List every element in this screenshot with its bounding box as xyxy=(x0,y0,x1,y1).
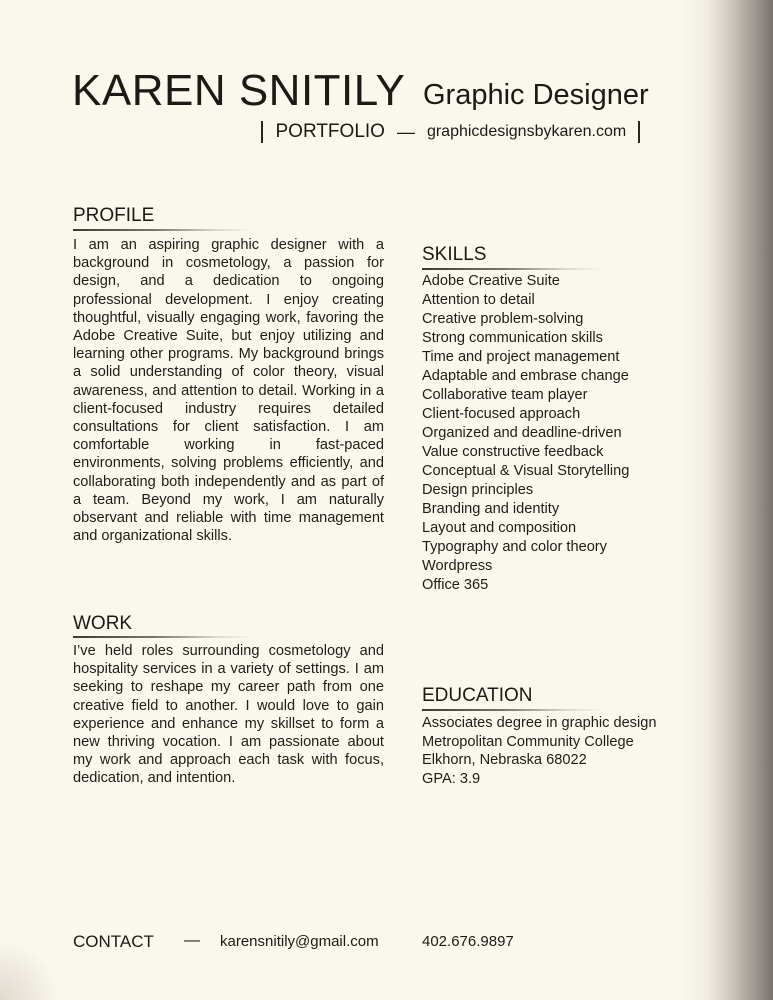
education-school: Metropolitan Community College xyxy=(422,733,634,750)
skill-item: Strong communication skills xyxy=(422,330,603,346)
skill-item: Typography and color theory xyxy=(422,539,607,555)
candidate-name: KAREN SNITILY xyxy=(72,66,406,115)
divider-right xyxy=(638,121,640,143)
skill-item: Collaborative team player xyxy=(422,387,588,403)
work-text: I’ve held roles surrounding cosmetology and hospitality services in a variety of settings. I am seeking to reshape my career path from one creative field to another. I would love to gain experience and enhance my skillset to form a new thriving vocation. I am passionate about my work and approach each task with focus, dedication, and intention. xyxy=(73,643,384,787)
skill-item: Wordpress xyxy=(422,558,493,574)
education-degree: Associates degree in graphic design xyxy=(422,715,657,731)
website-link[interactable]: graphicdesignsbykaren.com xyxy=(426,123,627,140)
skill-item: Design principles xyxy=(422,482,534,498)
education-list xyxy=(422,714,656,788)
contact-email[interactable]: karensnitily@gmail.com xyxy=(220,933,379,950)
work-heading: WORK xyxy=(73,613,133,634)
profile-underline xyxy=(73,229,253,231)
portfolio-dash: — xyxy=(396,121,415,142)
divider-left xyxy=(261,121,263,143)
skill-item: Conceptual & Visual Storytelling xyxy=(422,463,630,479)
contact-dash: — xyxy=(184,932,200,949)
skill-item: Adaptable and embrase change xyxy=(422,368,629,384)
education-underline xyxy=(422,709,602,711)
skill-item: Organized and deadline-driven xyxy=(422,425,622,441)
education-heading: EDUCATION xyxy=(422,685,533,706)
skills-underline xyxy=(422,268,602,270)
job-title: Graphic Designer xyxy=(423,79,649,111)
education-gpa: GPA: 3.9 xyxy=(422,770,481,787)
profile-heading: PROFILE xyxy=(73,205,155,226)
portfolio-label: PORTFOLIO xyxy=(275,121,385,142)
skill-item: Office 365 xyxy=(422,577,489,593)
skill-item: Layout and composition xyxy=(422,520,577,536)
skills-heading: SKILLS xyxy=(422,244,487,265)
work-underline xyxy=(73,636,253,638)
profile-text: I am an aspiring graphic designer with a background in cosmetology, a passion for design, and a dedication to ongoing professional development. I enjoy creating thoughtful, visually engaging work, favoring the Adobe Creative Suite, but enjoy utilizing and learning other programs. My background brings a solid understanding of color theory, visual awareness, and attention to detail. Working in a client-focused industry requires detailed consultations for client satisfaction. I am comfortable working in fast-paced environments, solving problems efficiently, and collaborating both independently and as part of a team. Beyond my work, I am naturally observant and reliable with time management and organizational skills. xyxy=(73,237,384,545)
education-location: Elkhorn, Nebraska 68022 xyxy=(422,752,587,768)
skill-item: Time and project management xyxy=(422,349,620,365)
skill-item: Client-focused approach xyxy=(422,406,581,422)
skill-item: Attention to detail xyxy=(422,292,535,308)
skill-item: Branding and identity xyxy=(422,501,560,517)
contact-label: CONTACT xyxy=(73,932,154,951)
skill-item: Value constructive feedback xyxy=(422,444,604,460)
contact-phone[interactable]: 402.676.9897 xyxy=(422,933,514,950)
skills-list xyxy=(422,272,629,595)
portfolio-line xyxy=(261,119,640,145)
skill-item: Adobe Creative Suite xyxy=(422,273,560,289)
skill-item: Creative problem-solving xyxy=(422,311,584,327)
